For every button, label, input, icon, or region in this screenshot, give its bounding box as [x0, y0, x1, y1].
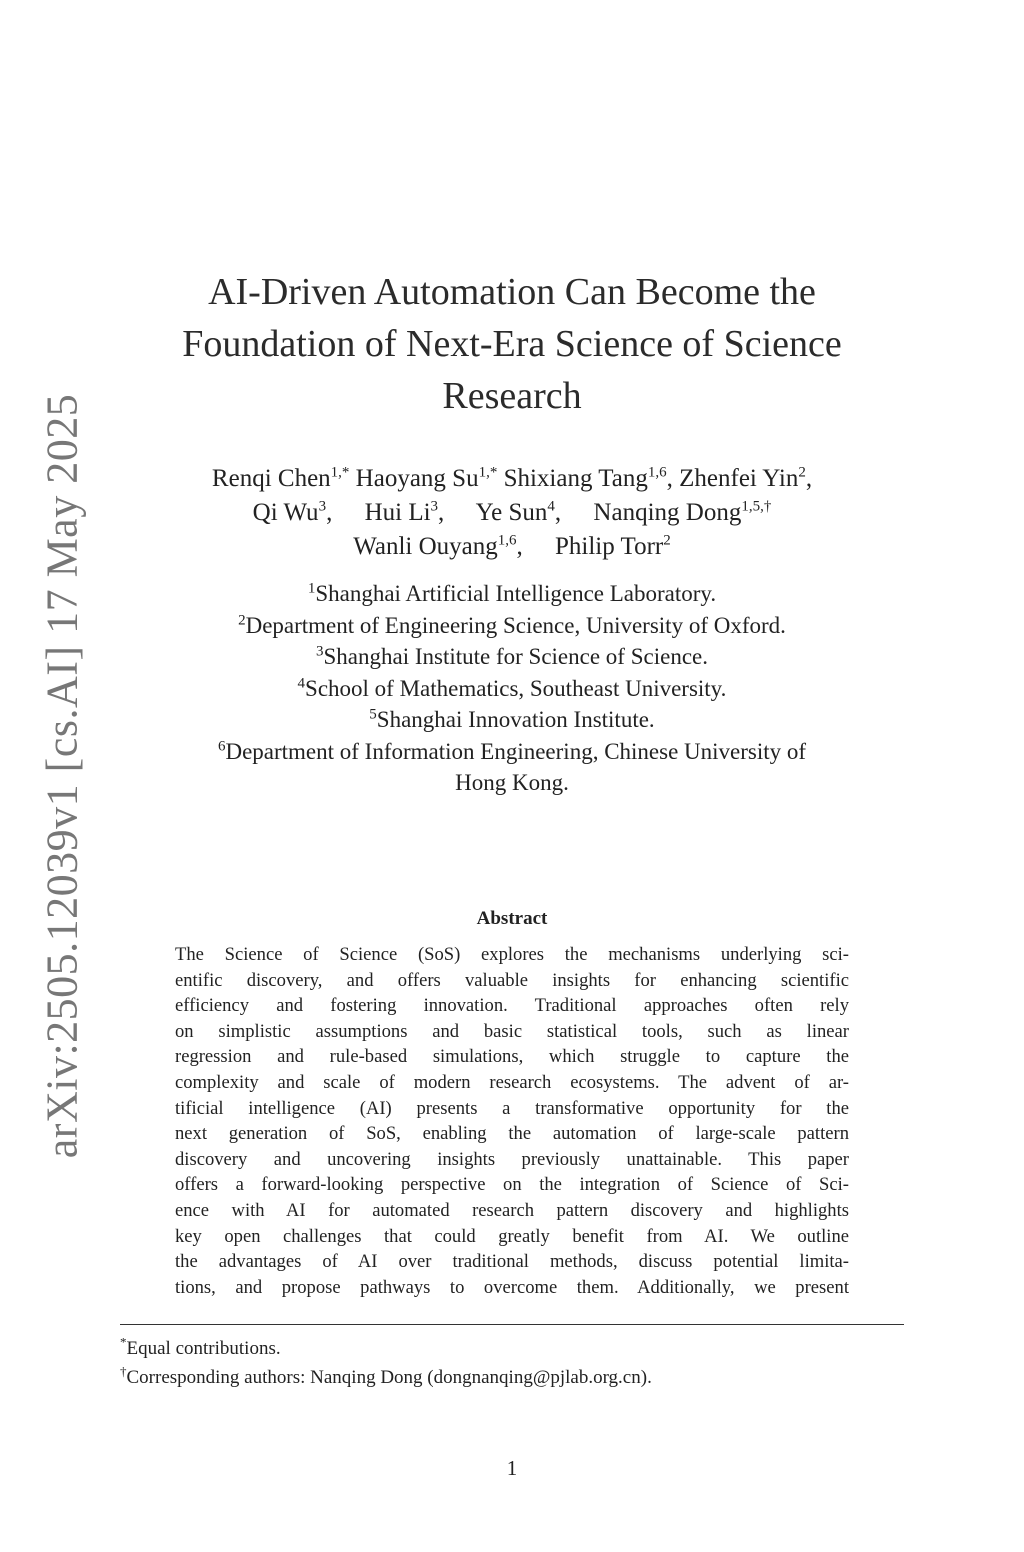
- abstract-line: tions, and propose pathways to overcome them. Additionally, we present: [175, 1276, 849, 1298]
- author-affil-mark: 1,6: [647, 464, 667, 481]
- abstract-line: ence with AI for automated research pattern discovery and highlights: [175, 1199, 849, 1221]
- author-affil-mark: 2: [798, 464, 806, 481]
- footnote-text: Corresponding authors: Nanqing Dong (dongnanqing@pjlab.org.cn).: [126, 1367, 652, 1388]
- abstract-heading: Abstract: [476, 908, 548, 929]
- affiliation-text: Shanghai Artificial Intelligence Laboratory.: [315, 581, 717, 606]
- author-affil-mark: 1,*: [478, 464, 498, 481]
- footnotes: [120, 1334, 904, 1392]
- author-name: Nanqing Dong: [593, 499, 742, 526]
- affiliation-number: 3: [316, 643, 324, 660]
- abstract-line: The Science of Science (SoS) explores the mechanisms underlying sci-: [175, 944, 849, 965]
- footnote-mark: *: [120, 1334, 127, 1350]
- author-affil-mark: 4: [547, 498, 555, 515]
- page-number: 1: [506, 1456, 518, 1480]
- affiliation-text: Department of Information Engineering, Chinese University of: [225, 738, 807, 764]
- paper-title: [120, 266, 904, 422]
- affiliation: [120, 736, 904, 768]
- abstract-line: efficiency and fostering innovation. Traditional approaches often rely: [175, 995, 849, 1017]
- footnote-mark: †: [120, 1363, 127, 1379]
- author-name: Shixiang Tang: [503, 465, 648, 492]
- author-affil-mark: 2: [663, 532, 671, 549]
- title-line: AI-Driven Automation Can Become the: [208, 271, 816, 313]
- abstract-line: on simplistic assumptions and basic statistical tools, such as linear: [175, 1020, 849, 1042]
- author-affil-mark: 1,6: [497, 532, 517, 549]
- affiliation: [120, 578, 904, 610]
- abstract-line: regression and rule-based simulations, which struggle to capture the: [175, 1046, 849, 1068]
- author-name: Qi Wu: [252, 499, 319, 526]
- title-line: Foundation of Next-Era Science of Science: [182, 323, 842, 365]
- affiliation-number: 2: [238, 611, 246, 628]
- author-name: Ye Sun: [475, 499, 548, 526]
- footnote-text: Equal contributions.: [126, 1338, 281, 1359]
- affiliation-continuation: Hong Kong.: [455, 770, 569, 795]
- footnote: [120, 1363, 904, 1392]
- affiliation: [120, 610, 904, 642]
- abstract-line: offers a forward-looking perspective on the integration of Science of Sci-: [175, 1174, 849, 1196]
- author-affil-mark: 1,*: [330, 464, 350, 481]
- author-list: [120, 462, 904, 564]
- abstract-body: [175, 942, 849, 1300]
- affiliation: [120, 673, 904, 705]
- affiliation-number: 1: [307, 580, 316, 597]
- author-name: Renqi Chen: [211, 465, 331, 492]
- affiliation-text: Department of Engineering Science, University of Oxford.: [245, 612, 786, 638]
- footnote: [120, 1334, 904, 1363]
- affiliation-number: 4: [297, 674, 306, 691]
- author-affil-mark: 3: [430, 498, 439, 515]
- affiliation-number: 6: [217, 737, 226, 754]
- author-name: Haoyang Su: [355, 465, 479, 492]
- author-name: Zhenfei Yin: [679, 465, 799, 492]
- affiliation: [120, 704, 904, 736]
- affiliation-text: School of Mathematics, Southeast University.: [305, 675, 727, 701]
- affiliation-text: Shanghai Institute for Science of Science.: [323, 644, 708, 669]
- affiliation-number: 5: [369, 706, 377, 723]
- author-line: Qi Wu$^3$, Hui Li$^3$, Ye Sun$^4$, Nanqing Dong$^{1,5,\dagger}$: [252, 498, 772, 526]
- affiliation-list: [120, 578, 904, 799]
- author-name: Wanli Ouyang: [353, 533, 498, 560]
- author-line: Renqi Chen$^{1,*}$ Haoyang $Su^{1,*}$ Shixiang Tang$^{1,6}$, Zhenfei Yin$^2$,: [211, 464, 813, 492]
- abstract-line: tificial intelligence (AI) presents a transformative opportunity for the: [175, 1097, 849, 1119]
- author-line: Wanli Ouyang$^{1,6}$, Philip Torr$^2$: [353, 532, 671, 560]
- affiliation: [120, 641, 904, 673]
- abstract-line: complexity and scale of modern research ecosystems. The advent of ar-: [175, 1071, 849, 1093]
- abstract-line: the advantages of AI over traditional methods, discuss potential limita-: [175, 1251, 849, 1273]
- abstract-line: entific discovery, and offers valuable insights for enhancing scientific: [175, 969, 849, 991]
- author-name: Hui Li: [364, 499, 431, 526]
- affiliation-text: Shanghai Innovation Institute.: [376, 707, 655, 732]
- author-affil-mark: 3: [318, 498, 327, 515]
- author-affil-mark: 1,5,†: [741, 498, 772, 515]
- author-name: Philip Torr: [555, 533, 664, 560]
- footnote-rule: [120, 1324, 904, 1325]
- abstract-line: key open challenges that could greatly benefit from AI. We outline: [175, 1225, 849, 1247]
- arxiv-watermark: arXiv:2505.12039v1 [cs.AI] 17 May 2025: [37, 393, 87, 1159]
- title-line: Research: [442, 375, 582, 417]
- abstract-line: discovery and uncovering insights previously unattainable. This paper: [175, 1148, 849, 1170]
- abstract-line: next generation of SoS, enabling the automation of large-scale pattern: [175, 1123, 849, 1145]
